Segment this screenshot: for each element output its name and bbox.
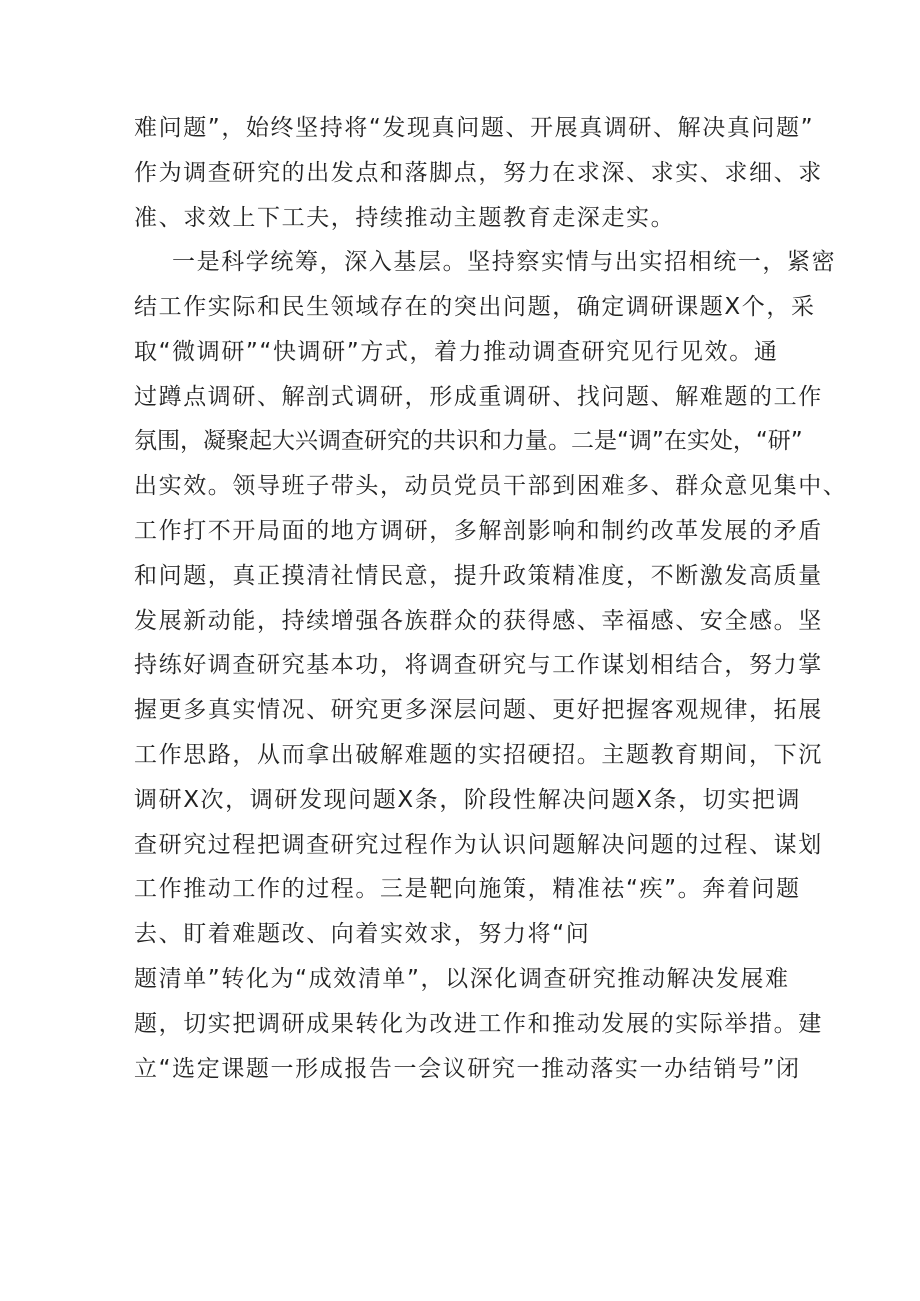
text-line: 过蹲点调研、解剖式调研，形成重调研、找问题、解难题的工作 [134, 384, 823, 410]
paragraph-first-line: 一是科学统筹，深入基层。坚持察实情与出实招相统一，紧密 [172, 249, 837, 275]
text-line: 握更多真实情况、研究更多深层问题、更好把握客观规律，拓展 [134, 697, 823, 723]
text-line: 持练好调查研究基本功，将调查研究与工作谋划相结合，努力掌 [134, 652, 823, 678]
text-line: 和问题，真正摸清社情民意，提升政策精准度，不断激发高质量 [134, 563, 823, 589]
text-line: 作为调查研究的出发点和落脚点，努力在求深、求实、求细、求 [134, 160, 823, 186]
text-line: 调研X次，调研发现问题X条，阶段性解决问题X条，切实把调 [134, 787, 802, 813]
text-line: 去、盯着难题改、向着实效求，努力将“问 [134, 921, 591, 947]
text-line: 题，切实把调研成果转化为改进工作和推动发展的实际举措。建 [134, 1011, 823, 1037]
text-line: 立“选定课题一形成报告一会议研究一推动落实一办结销号”闭 [134, 1056, 801, 1082]
text-line: 工作推动工作的过程。三是靶向施策，精准祛“疾”。奔着问题 [134, 876, 801, 902]
text-line: 工作思路，从而拿出破解难题的实招硬招。主题教育期间，下沉 [134, 742, 823, 768]
text-line: 准、求效上下工夫，持续推动主题教育走深走实。 [134, 205, 676, 231]
text-line: 工作打不开局面的地方调研，多解剖影响和制约改革发展的矛盾 [134, 518, 823, 544]
text-line: 结工作实际和民生领域存在的突出问题，确定调研课题X个，采 [134, 294, 816, 320]
text-line: 氛围，凝聚起大兴调查研究的共识和力量。二是“调”在实处，“研” [134, 428, 803, 454]
text-line: 查研究过程把调查研究过程作为认识问题解决问题的过程、谋划 [134, 832, 823, 858]
text-line: 题清单”转化为“成效清单”，以深化调查研究推动解决发展难 [134, 966, 790, 992]
text-line: 出实效。领导班子带头，动员党员干部到困难多、群众意见集中、 [134, 473, 848, 499]
text-line: 难问题”，始终坚持将“发现真问题、开展真调研、解决真问题” [134, 115, 815, 141]
text-line: 取“微调研”“快调研”方式，着力推动调查研究见行见效。通 [134, 339, 779, 365]
text-line: 发展新动能，持续增强各族群众的获得感、幸福感、安全感。坚 [134, 608, 823, 634]
